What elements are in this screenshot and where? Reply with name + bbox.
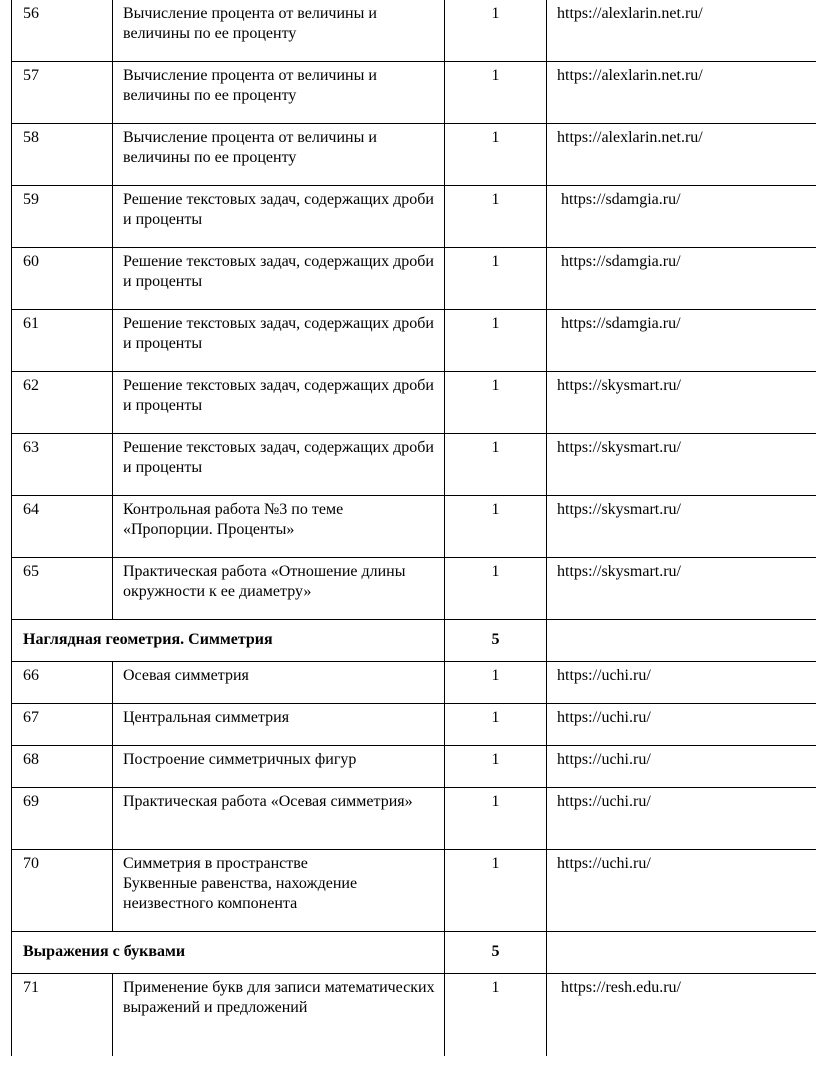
table-row bbox=[12, 186, 816, 248]
table-row bbox=[12, 746, 816, 788]
lesson-number: 71 bbox=[12, 974, 113, 1056]
lesson-number: 60 bbox=[12, 248, 113, 310]
table-row bbox=[12, 496, 816, 558]
lesson-topic: Практическая работа «Отношение длины окружности к ее диаметру» bbox=[113, 558, 445, 620]
lesson-number: 57 bbox=[12, 62, 113, 124]
lesson-hours: 1 bbox=[445, 704, 547, 746]
lesson-hours: 1 bbox=[445, 0, 547, 62]
lesson-topic: Вычисление процента от величины и величины по ее проценту bbox=[113, 62, 445, 124]
lesson-resource-link[interactable]: https://uchi.ru/ bbox=[547, 850, 816, 932]
lesson-topic: Центральная симметрия bbox=[113, 704, 445, 746]
lesson-hours: 1 bbox=[445, 248, 547, 310]
lesson-resource-link[interactable]: https://uchi.ru/ bbox=[547, 788, 816, 850]
lesson-resource-link[interactable]: https://sdamgia.ru/ bbox=[561, 315, 681, 332]
lesson-resource-link[interactable]: https://sdamgia.ru/ bbox=[561, 191, 681, 208]
lesson-topic: Вычисление процента от величины и величины по ее проценту bbox=[113, 124, 445, 186]
table-row bbox=[12, 788, 816, 850]
table-row bbox=[12, 662, 816, 704]
lesson-topic-line: Буквенные равенства, нахождение неизвестного компонента bbox=[123, 875, 358, 912]
lesson-topic: Контрольная работа №3 по теме «Пропорции. Проценты» bbox=[113, 496, 445, 558]
table-row bbox=[12, 558, 816, 620]
lesson-resource-link[interactable]: https://uchi.ru/ bbox=[547, 704, 816, 746]
section-row-letters bbox=[12, 932, 816, 974]
section-resource-empty bbox=[547, 932, 816, 974]
table-row bbox=[12, 248, 816, 310]
lesson-number: 70 bbox=[12, 850, 113, 932]
table-row bbox=[12, 704, 816, 746]
table-row bbox=[12, 124, 816, 186]
lesson-plan-page bbox=[11, 0, 816, 1056]
lesson-hours: 1 bbox=[445, 496, 547, 558]
lesson-number: 59 bbox=[12, 186, 113, 248]
lesson-number: 58 bbox=[12, 124, 113, 186]
table-row bbox=[12, 850, 816, 932]
section-title: Наглядная геометрия. Симметрия bbox=[12, 620, 445, 662]
lesson-number: 63 bbox=[12, 434, 113, 496]
table-row bbox=[12, 62, 816, 124]
lesson-resource-link[interactable]: https://resh.edu.ru/ bbox=[561, 979, 681, 996]
lesson-number: 65 bbox=[12, 558, 113, 620]
lesson-resource-link[interactable]: https://alexlarin.net.ru/ bbox=[547, 124, 816, 186]
lesson-resource-link[interactable]: https://uchi.ru/ bbox=[547, 746, 816, 788]
table-row bbox=[12, 434, 816, 496]
lesson-hours: 1 bbox=[445, 850, 547, 932]
lesson-topic: Осевая симметрия bbox=[113, 662, 445, 704]
lesson-number: 68 bbox=[12, 746, 113, 788]
lesson-hours: 1 bbox=[445, 186, 547, 248]
lesson-number: 69 bbox=[12, 788, 113, 850]
lesson-hours: 1 bbox=[445, 310, 547, 372]
lesson-resource-link[interactable]: https://skysmart.ru/ bbox=[547, 434, 816, 496]
lesson-topic: Решение текстовых задач, содержащих дроби и проценты bbox=[113, 372, 445, 434]
lesson-topic: Вычисление процента от величины и величины по ее проценту bbox=[113, 0, 445, 62]
table-row bbox=[12, 0, 816, 62]
lesson-hours: 1 bbox=[445, 372, 547, 434]
lesson-hours: 1 bbox=[445, 662, 547, 704]
lesson-number: 62 bbox=[12, 372, 113, 434]
section-hours: 5 bbox=[445, 932, 547, 974]
lesson-hours: 1 bbox=[445, 124, 547, 186]
lesson-topic: Решение текстовых задач, содержащих дроби и проценты bbox=[113, 310, 445, 372]
lesson-topic-line: Симметрия в пространстве bbox=[123, 855, 308, 872]
section-row-geometry bbox=[12, 620, 816, 662]
lesson-hours: 1 bbox=[445, 62, 547, 124]
section-title: Выражения с буквами bbox=[12, 932, 445, 974]
lesson-topic: Практическая работа «Осевая симметрия» bbox=[113, 788, 445, 850]
lesson-resource-link[interactable]: https://skysmart.ru/ bbox=[547, 558, 816, 620]
lesson-topic: Решение текстовых задач, содержащих дроби и проценты bbox=[113, 186, 445, 248]
lesson-number: 66 bbox=[12, 662, 113, 704]
lesson-resource-link[interactable]: https://skysmart.ru/ bbox=[547, 496, 816, 558]
lesson-topic bbox=[113, 850, 445, 932]
lesson-number: 67 bbox=[12, 704, 113, 746]
lesson-number: 64 bbox=[12, 496, 113, 558]
lesson-resource-link[interactable]: https://uchi.ru/ bbox=[547, 662, 816, 704]
section-hours: 5 bbox=[445, 620, 547, 662]
section-resource-empty bbox=[547, 620, 816, 662]
lesson-hours: 1 bbox=[445, 746, 547, 788]
table-row bbox=[12, 974, 816, 1056]
lesson-hours: 1 bbox=[445, 974, 547, 1056]
lesson-number: 56 bbox=[12, 0, 113, 62]
lesson-hours: 1 bbox=[445, 434, 547, 496]
table-row bbox=[12, 310, 816, 372]
lesson-resource-link[interactable]: https://alexlarin.net.ru/ bbox=[547, 0, 816, 62]
lesson-topic: Решение текстовых задач, содержащих дроби и проценты bbox=[113, 434, 445, 496]
lesson-topic: Применение букв для записи математических выражений и предложений bbox=[113, 974, 445, 1056]
lesson-resource-link[interactable]: https://alexlarin.net.ru/ bbox=[547, 62, 816, 124]
lesson-plan-table bbox=[11, 0, 816, 1056]
lesson-topic: Построение симметричных фигур bbox=[113, 746, 445, 788]
lesson-hours: 1 bbox=[445, 558, 547, 620]
lesson-topic: Решение текстовых задач, содержащих дроби и проценты bbox=[113, 248, 445, 310]
lesson-resource-link[interactable]: https://skysmart.ru/ bbox=[547, 372, 816, 434]
lesson-resource-link[interactable]: https://sdamgia.ru/ bbox=[561, 253, 681, 270]
lesson-number: 61 bbox=[12, 310, 113, 372]
table-row bbox=[12, 372, 816, 434]
lesson-hours: 1 bbox=[445, 788, 547, 850]
